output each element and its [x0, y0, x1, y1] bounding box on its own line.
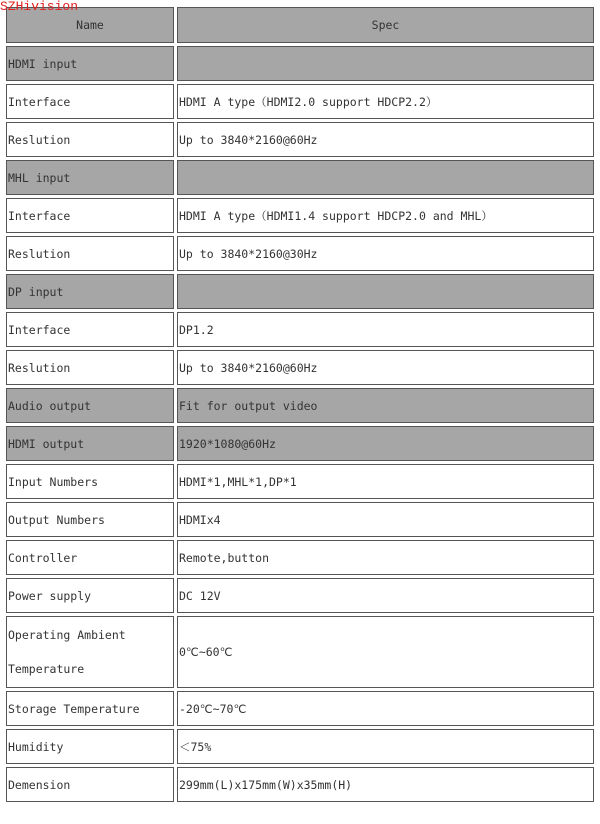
table-row: [6, 502, 594, 537]
table-row: [6, 84, 594, 119]
table-header-row: [6, 7, 594, 43]
row-spec: [177, 46, 594, 81]
column-header-spec: Spec: [177, 7, 594, 43]
row-spec: HDMI A type（HDMI2.0 support HDCP2.2）: [177, 84, 594, 119]
section-row-audio-output: [6, 388, 594, 423]
row-spec: Up to 3840*2160@30Hz: [177, 236, 594, 271]
row-name: Reslution: [6, 236, 174, 271]
row-spec: 0℃~60℃: [177, 616, 594, 688]
row-name: Input Numbers: [6, 464, 174, 499]
row-spec: ＜75%: [177, 729, 594, 764]
row-spec: HDMI*1,MHL*1,DP*1: [177, 464, 594, 499]
row-spec: HDMI A type（HDMI1.4 support HDCP2.0 and MHL）: [177, 198, 594, 233]
table-row: [6, 312, 594, 347]
row-spec: [177, 160, 594, 195]
spec-table: [3, 4, 597, 805]
row-name: Storage Temperature: [6, 691, 174, 726]
row-name: Demension: [6, 767, 174, 802]
section-row-hdmi-input: [6, 46, 594, 81]
row-spec: HDMIx4: [177, 502, 594, 537]
row-name: Reslution: [6, 122, 174, 157]
row-spec: Remote,button: [177, 540, 594, 575]
section-row-mhl-input: [6, 160, 594, 195]
table-row: [6, 198, 594, 233]
row-name: Power supply: [6, 578, 174, 613]
table-row: [6, 350, 594, 385]
row-spec: DP1.2: [177, 312, 594, 347]
row-name: Controller: [6, 540, 174, 575]
row-name: [6, 616, 174, 688]
row-name: MHL input: [6, 160, 174, 195]
watermark-text: SZHivision: [0, 0, 79, 14]
table-row: [6, 578, 594, 613]
row-name: Output Numbers: [6, 502, 174, 537]
row-name: Audio output: [6, 388, 174, 423]
table-row: [6, 729, 594, 764]
table-row: [6, 122, 594, 157]
row-name-line: Operating Ambient: [8, 628, 126, 642]
row-name: DP input: [6, 274, 174, 309]
row-spec: Up to 3840*2160@60Hz: [177, 350, 594, 385]
row-spec: 1920*1080@60Hz: [177, 426, 594, 461]
table-row: [6, 236, 594, 271]
row-spec: Fit for output video: [177, 388, 594, 423]
row-name: Interface: [6, 84, 174, 119]
row-spec: [177, 274, 594, 309]
row-name: HDMI input: [6, 46, 174, 81]
table-row: [6, 616, 594, 688]
table-row: [6, 540, 594, 575]
table-row: [6, 691, 594, 726]
row-name-line: Temperature: [8, 662, 85, 676]
row-name: Interface: [6, 312, 174, 347]
row-name: Interface: [6, 198, 174, 233]
section-row-dp-input: [6, 274, 594, 309]
row-spec: Up to 3840*2160@60Hz: [177, 122, 594, 157]
row-spec: -20℃~70℃: [177, 691, 594, 726]
row-spec: 299mm(L)x175mm(W)x35mm(H): [177, 767, 594, 802]
row-name: Humidity: [6, 729, 174, 764]
column-header-name: Name: [6, 7, 174, 43]
row-spec: DC 12V: [177, 578, 594, 613]
table-row: [6, 767, 594, 802]
row-name: Reslution: [6, 350, 174, 385]
section-row-hdmi-output: [6, 426, 594, 461]
table-row: [6, 464, 594, 499]
row-name: HDMI output: [6, 426, 174, 461]
